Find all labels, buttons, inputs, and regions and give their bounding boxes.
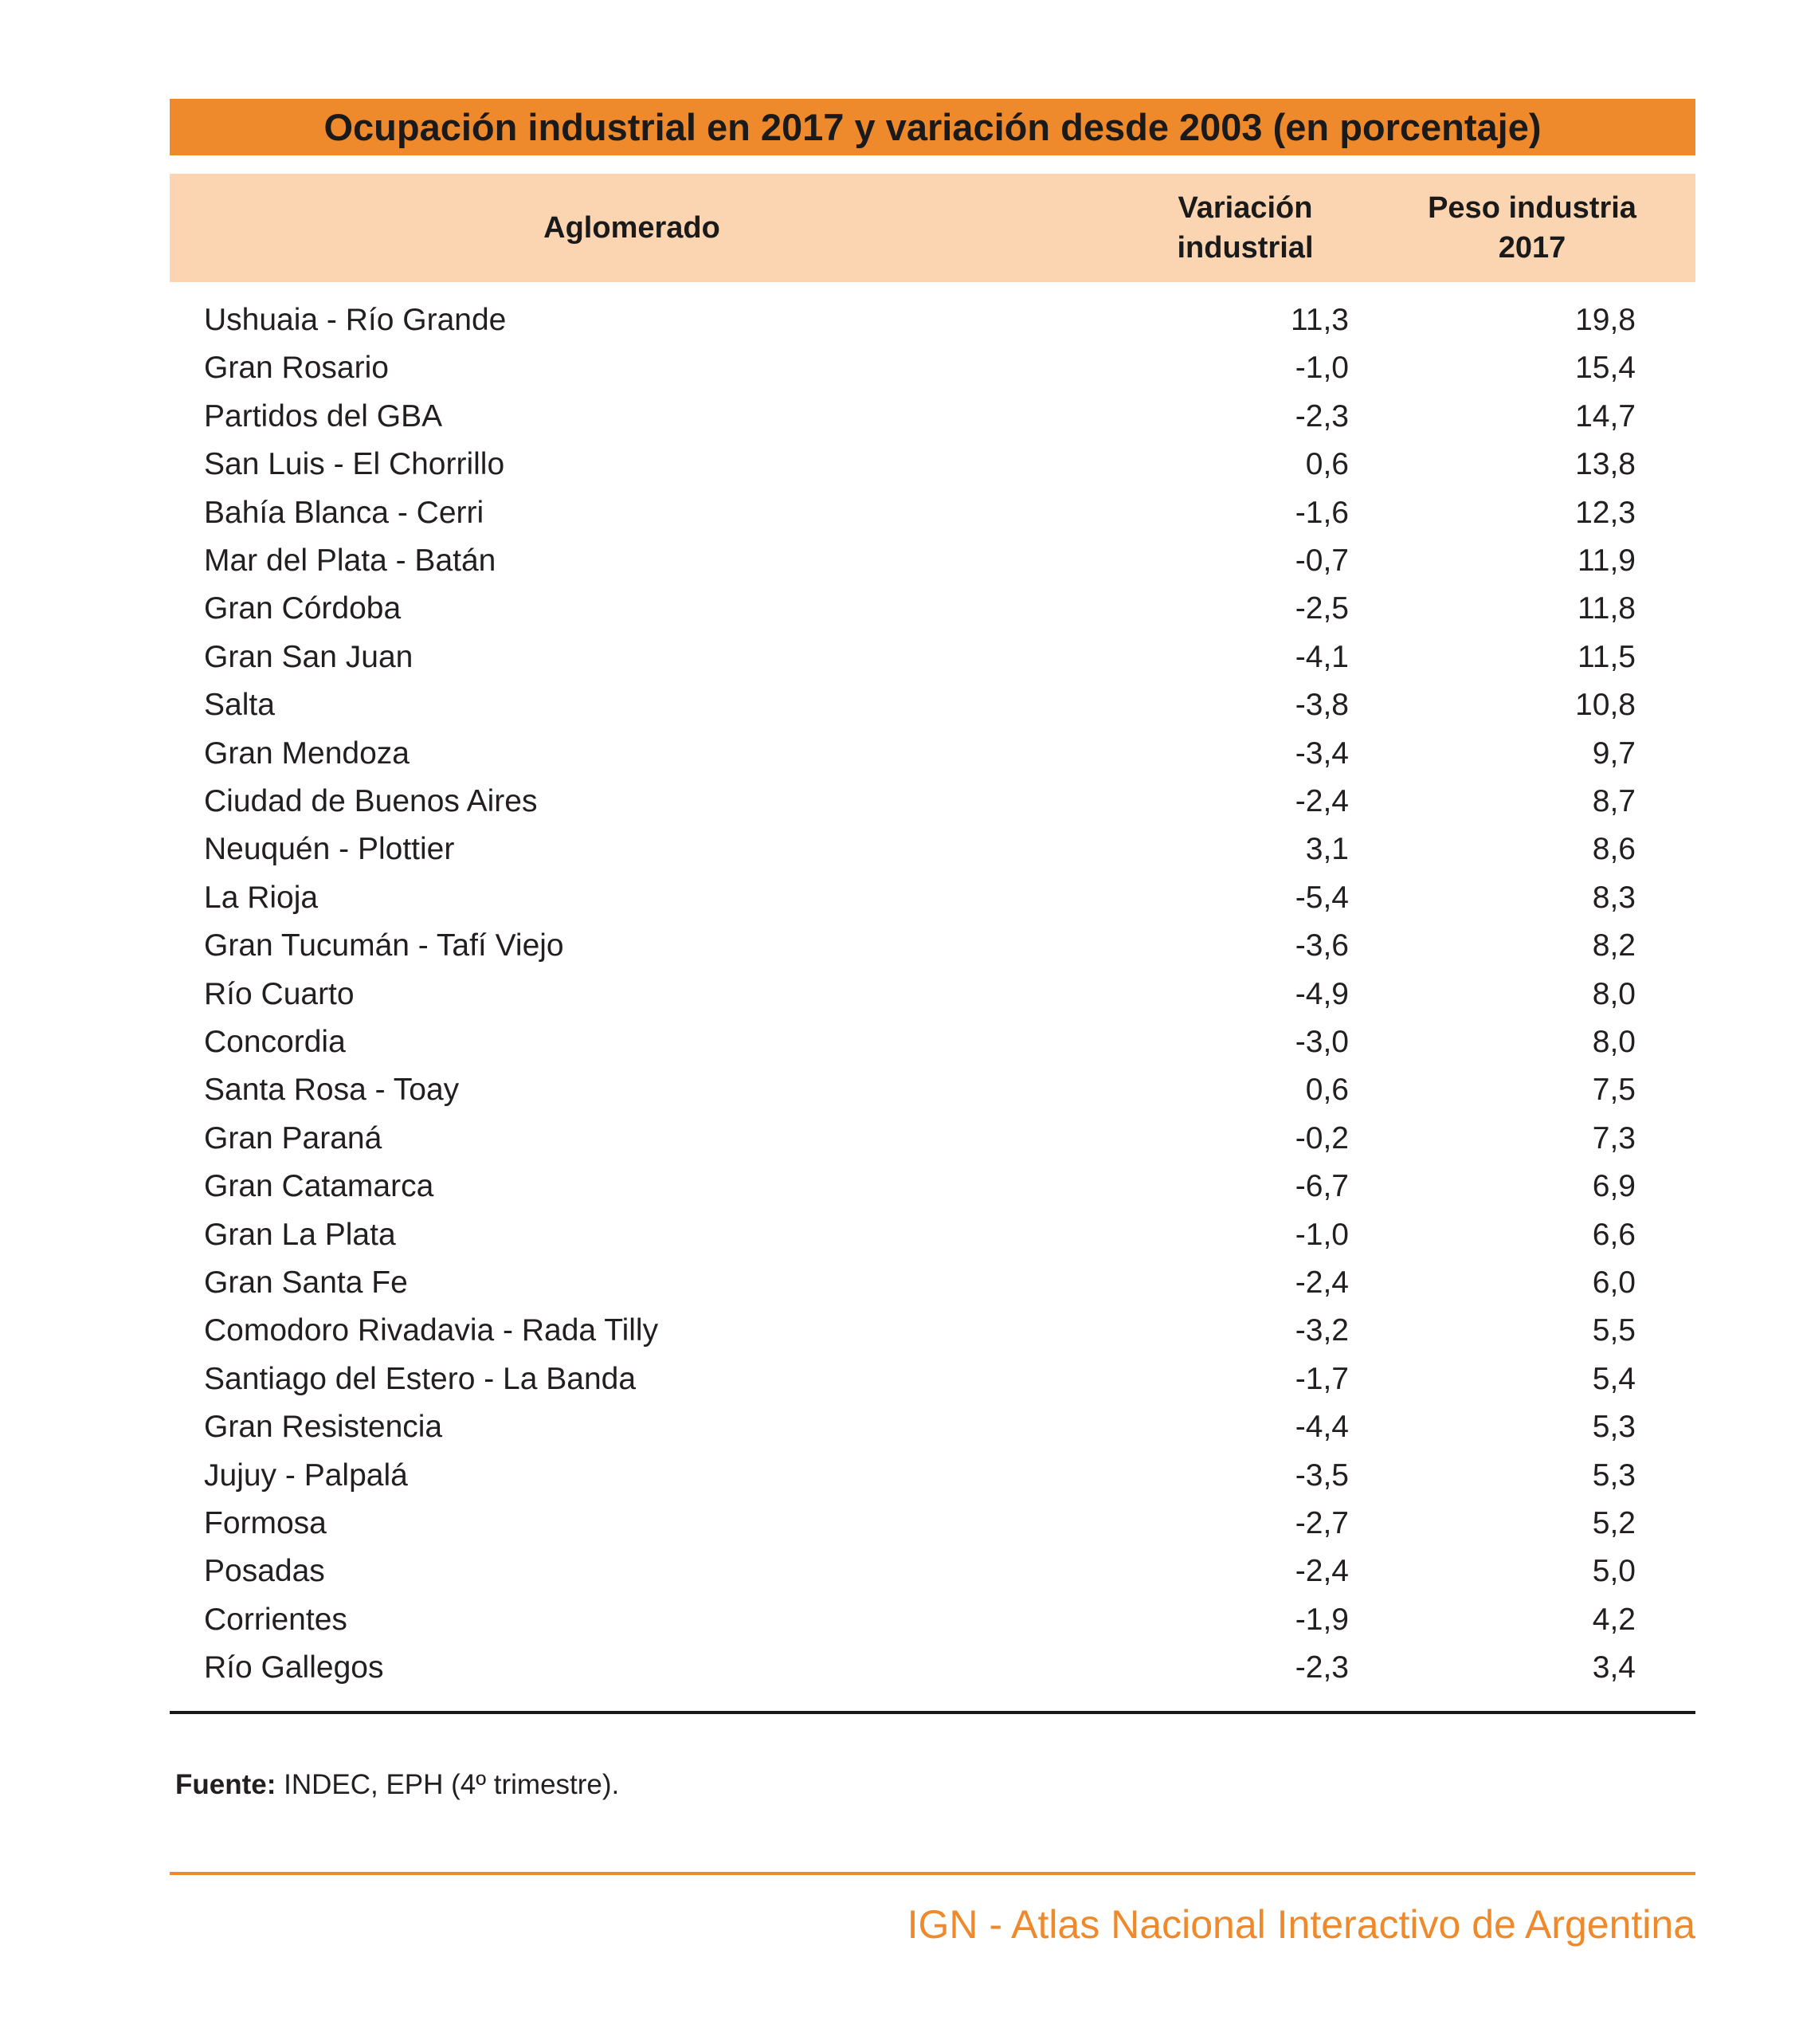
cell-variacion: -1,9 [1295, 1602, 1349, 1637]
cell-peso: 8,2 [1592, 928, 1636, 963]
table-row [0, 874, 1799, 922]
cell-variacion: -0,7 [1295, 543, 1349, 578]
table-row [0, 1452, 1799, 1500]
cell-peso: 5,3 [1592, 1410, 1636, 1445]
cell-aglomerado: Santa Rosa - Toay [204, 1073, 460, 1108]
table-title: Ocupación industrial en 2017 y variación desde 2003 (en porcentaje) [170, 99, 1695, 155]
cell-variacion: -3,2 [1295, 1313, 1349, 1348]
cell-variacion: -2,4 [1295, 1265, 1349, 1300]
cell-variacion: -0,2 [1295, 1120, 1349, 1155]
table-row [0, 393, 1799, 441]
table-row [0, 1066, 1799, 1114]
footer-credit: IGN - Atlas Nacional Interactivo de Argentina [907, 1902, 1695, 1947]
cell-aglomerado: Gran Mendoza [204, 736, 410, 771]
cell-peso: 11,8 [1577, 591, 1636, 626]
cell-variacion: -2,3 [1295, 1650, 1349, 1685]
source-label: Fuente: [175, 1769, 276, 1800]
cell-peso: 7,3 [1592, 1120, 1636, 1155]
table-row [0, 1018, 1799, 1066]
cell-peso: 6,0 [1592, 1265, 1636, 1300]
cell-peso: 19,8 [1575, 303, 1636, 337]
cell-peso: 14,7 [1575, 398, 1636, 434]
cell-peso: 5,2 [1592, 1506, 1636, 1540]
source-note [175, 1765, 619, 1805]
cell-aglomerado: San Luis - El Chorrillo [204, 447, 505, 482]
table-row [0, 1211, 1799, 1259]
table-row [0, 344, 1799, 392]
table-row [0, 1596, 1799, 1644]
table-row [0, 681, 1799, 729]
cell-aglomerado: Gran Córdoba [204, 591, 402, 626]
table-row [0, 778, 1799, 826]
cell-variacion: -1,6 [1295, 495, 1349, 530]
cell-peso: 8,6 [1592, 832, 1636, 867]
table-row [0, 634, 1799, 681]
cell-variacion: -2,3 [1295, 398, 1349, 434]
cell-peso: 11,5 [1577, 639, 1636, 674]
cell-variacion: -2,4 [1295, 784, 1349, 818]
cell-peso: 5,4 [1592, 1361, 1636, 1396]
cell-peso: 13,8 [1575, 447, 1636, 482]
cell-aglomerado: La Rioja [204, 880, 319, 915]
cell-variacion: -6,7 [1295, 1169, 1349, 1204]
cell-variacion: -2,7 [1295, 1506, 1349, 1540]
cell-peso: 8,0 [1592, 1025, 1636, 1059]
cell-aglomerado: Neuquén - Plottier [204, 832, 455, 867]
table-row [0, 441, 1799, 488]
table-row [0, 1500, 1799, 1548]
header-peso-line2: 2017 [1498, 231, 1566, 265]
cell-aglomerado: Gran Tucumán - Tafí Viejo [204, 928, 564, 963]
cell-aglomerado: Mar del Plata - Batán [204, 543, 496, 578]
cell-peso: 4,2 [1592, 1602, 1636, 1637]
cell-peso: 8,0 [1592, 976, 1636, 1011]
header-aglomerado: Aglomerado [543, 211, 720, 245]
cell-aglomerado: Gran Resistencia [204, 1410, 443, 1445]
cell-peso: 12,3 [1575, 495, 1636, 530]
cell-peso: 5,0 [1592, 1554, 1636, 1589]
header-peso [1389, 188, 1676, 268]
cell-peso: 8,3 [1592, 880, 1636, 915]
table-row [0, 1548, 1799, 1595]
cell-variacion: -1,0 [1295, 1217, 1349, 1252]
cell-aglomerado: Partidos del GBA [204, 398, 443, 434]
cell-variacion: -3,8 [1295, 688, 1349, 723]
cell-variacion: -1,7 [1295, 1361, 1349, 1396]
cell-aglomerado: Gran La Plata [204, 1217, 396, 1252]
table-row [0, 1259, 1799, 1307]
table-row [0, 585, 1799, 633]
cell-aglomerado: Ciudad de Buenos Aires [204, 784, 538, 818]
table-row [0, 296, 1799, 344]
cell-peso: 11,9 [1577, 543, 1636, 578]
cell-variacion: -3,5 [1295, 1457, 1349, 1493]
footer-rule [170, 1872, 1695, 1875]
table-row [0, 1163, 1799, 1210]
cell-variacion: -2,5 [1295, 591, 1349, 626]
header-variacion [1126, 188, 1365, 268]
cell-variacion: -5,4 [1295, 880, 1349, 915]
cell-variacion: -3,0 [1295, 1025, 1349, 1059]
header-variacion-line2: industrial [1177, 231, 1314, 265]
cell-aglomerado: Gran Santa Fe [204, 1265, 408, 1300]
table-row [0, 922, 1799, 970]
cell-peso: 10,8 [1575, 688, 1636, 723]
cell-aglomerado: Río Gallegos [204, 1650, 384, 1685]
header-peso-line1: Peso industria [1428, 191, 1636, 225]
cell-variacion: -2,4 [1295, 1554, 1349, 1589]
cell-peso: 9,7 [1592, 736, 1636, 771]
cell-variacion: -4,4 [1295, 1410, 1349, 1445]
cell-aglomerado: Río Cuarto [204, 976, 355, 1011]
cell-peso: 15,4 [1575, 351, 1636, 386]
cell-aglomerado: Bahía Blanca - Cerri [204, 495, 484, 530]
cell-peso: 3,4 [1592, 1650, 1636, 1685]
table-row [0, 971, 1799, 1018]
cell-aglomerado: Gran Rosario [204, 351, 389, 386]
table-row [0, 826, 1799, 873]
table-row [0, 1307, 1799, 1355]
cell-peso: 6,6 [1592, 1217, 1636, 1252]
table-row [0, 1115, 1799, 1163]
cell-aglomerado: Jujuy - Palpalá [204, 1457, 408, 1493]
cell-aglomerado: Gran Paraná [204, 1120, 382, 1155]
cell-aglomerado: Comodoro Rivadavia - Rada Tilly [204, 1313, 659, 1348]
cell-variacion: -4,1 [1295, 639, 1349, 674]
cell-peso: 5,3 [1592, 1457, 1636, 1493]
table-header [170, 174, 1695, 282]
cell-aglomerado: Corrientes [204, 1602, 347, 1637]
table-row [0, 730, 1799, 778]
table-row [0, 1644, 1799, 1692]
table-row [0, 489, 1799, 537]
table-row [0, 1355, 1799, 1403]
cell-peso: 8,7 [1592, 784, 1636, 818]
cell-variacion: 11,3 [1290, 303, 1349, 337]
header-variacion-line1: Variación [1178, 191, 1313, 225]
table-bottom-rule [170, 1711, 1695, 1714]
cell-aglomerado: Formosa [204, 1506, 327, 1540]
cell-peso: 5,5 [1592, 1313, 1636, 1348]
cell-variacion: -3,4 [1295, 736, 1349, 771]
cell-variacion: 3,1 [1305, 832, 1349, 867]
cell-peso: 7,5 [1592, 1073, 1636, 1108]
source-text: INDEC, EPH (4º trimestre). [276, 1769, 620, 1800]
cell-variacion: 0,6 [1305, 447, 1349, 482]
cell-aglomerado: Gran Catamarca [204, 1169, 434, 1204]
table-row [0, 537, 1799, 585]
cell-variacion: -3,6 [1295, 928, 1349, 963]
cell-aglomerado: Gran San Juan [204, 639, 413, 674]
cell-aglomerado: Ushuaia - Río Grande [204, 303, 507, 337]
cell-aglomerado: Santiago del Estero - La Banda [204, 1361, 637, 1396]
cell-aglomerado: Concordia [204, 1025, 346, 1059]
cell-aglomerado: Salta [204, 688, 275, 723]
table-row [0, 1403, 1799, 1451]
cell-peso: 6,9 [1592, 1169, 1636, 1204]
cell-variacion: 0,6 [1305, 1073, 1349, 1108]
cell-variacion: -4,9 [1295, 976, 1349, 1011]
cell-variacion: -1,0 [1295, 351, 1349, 386]
cell-aglomerado: Posadas [204, 1554, 325, 1589]
